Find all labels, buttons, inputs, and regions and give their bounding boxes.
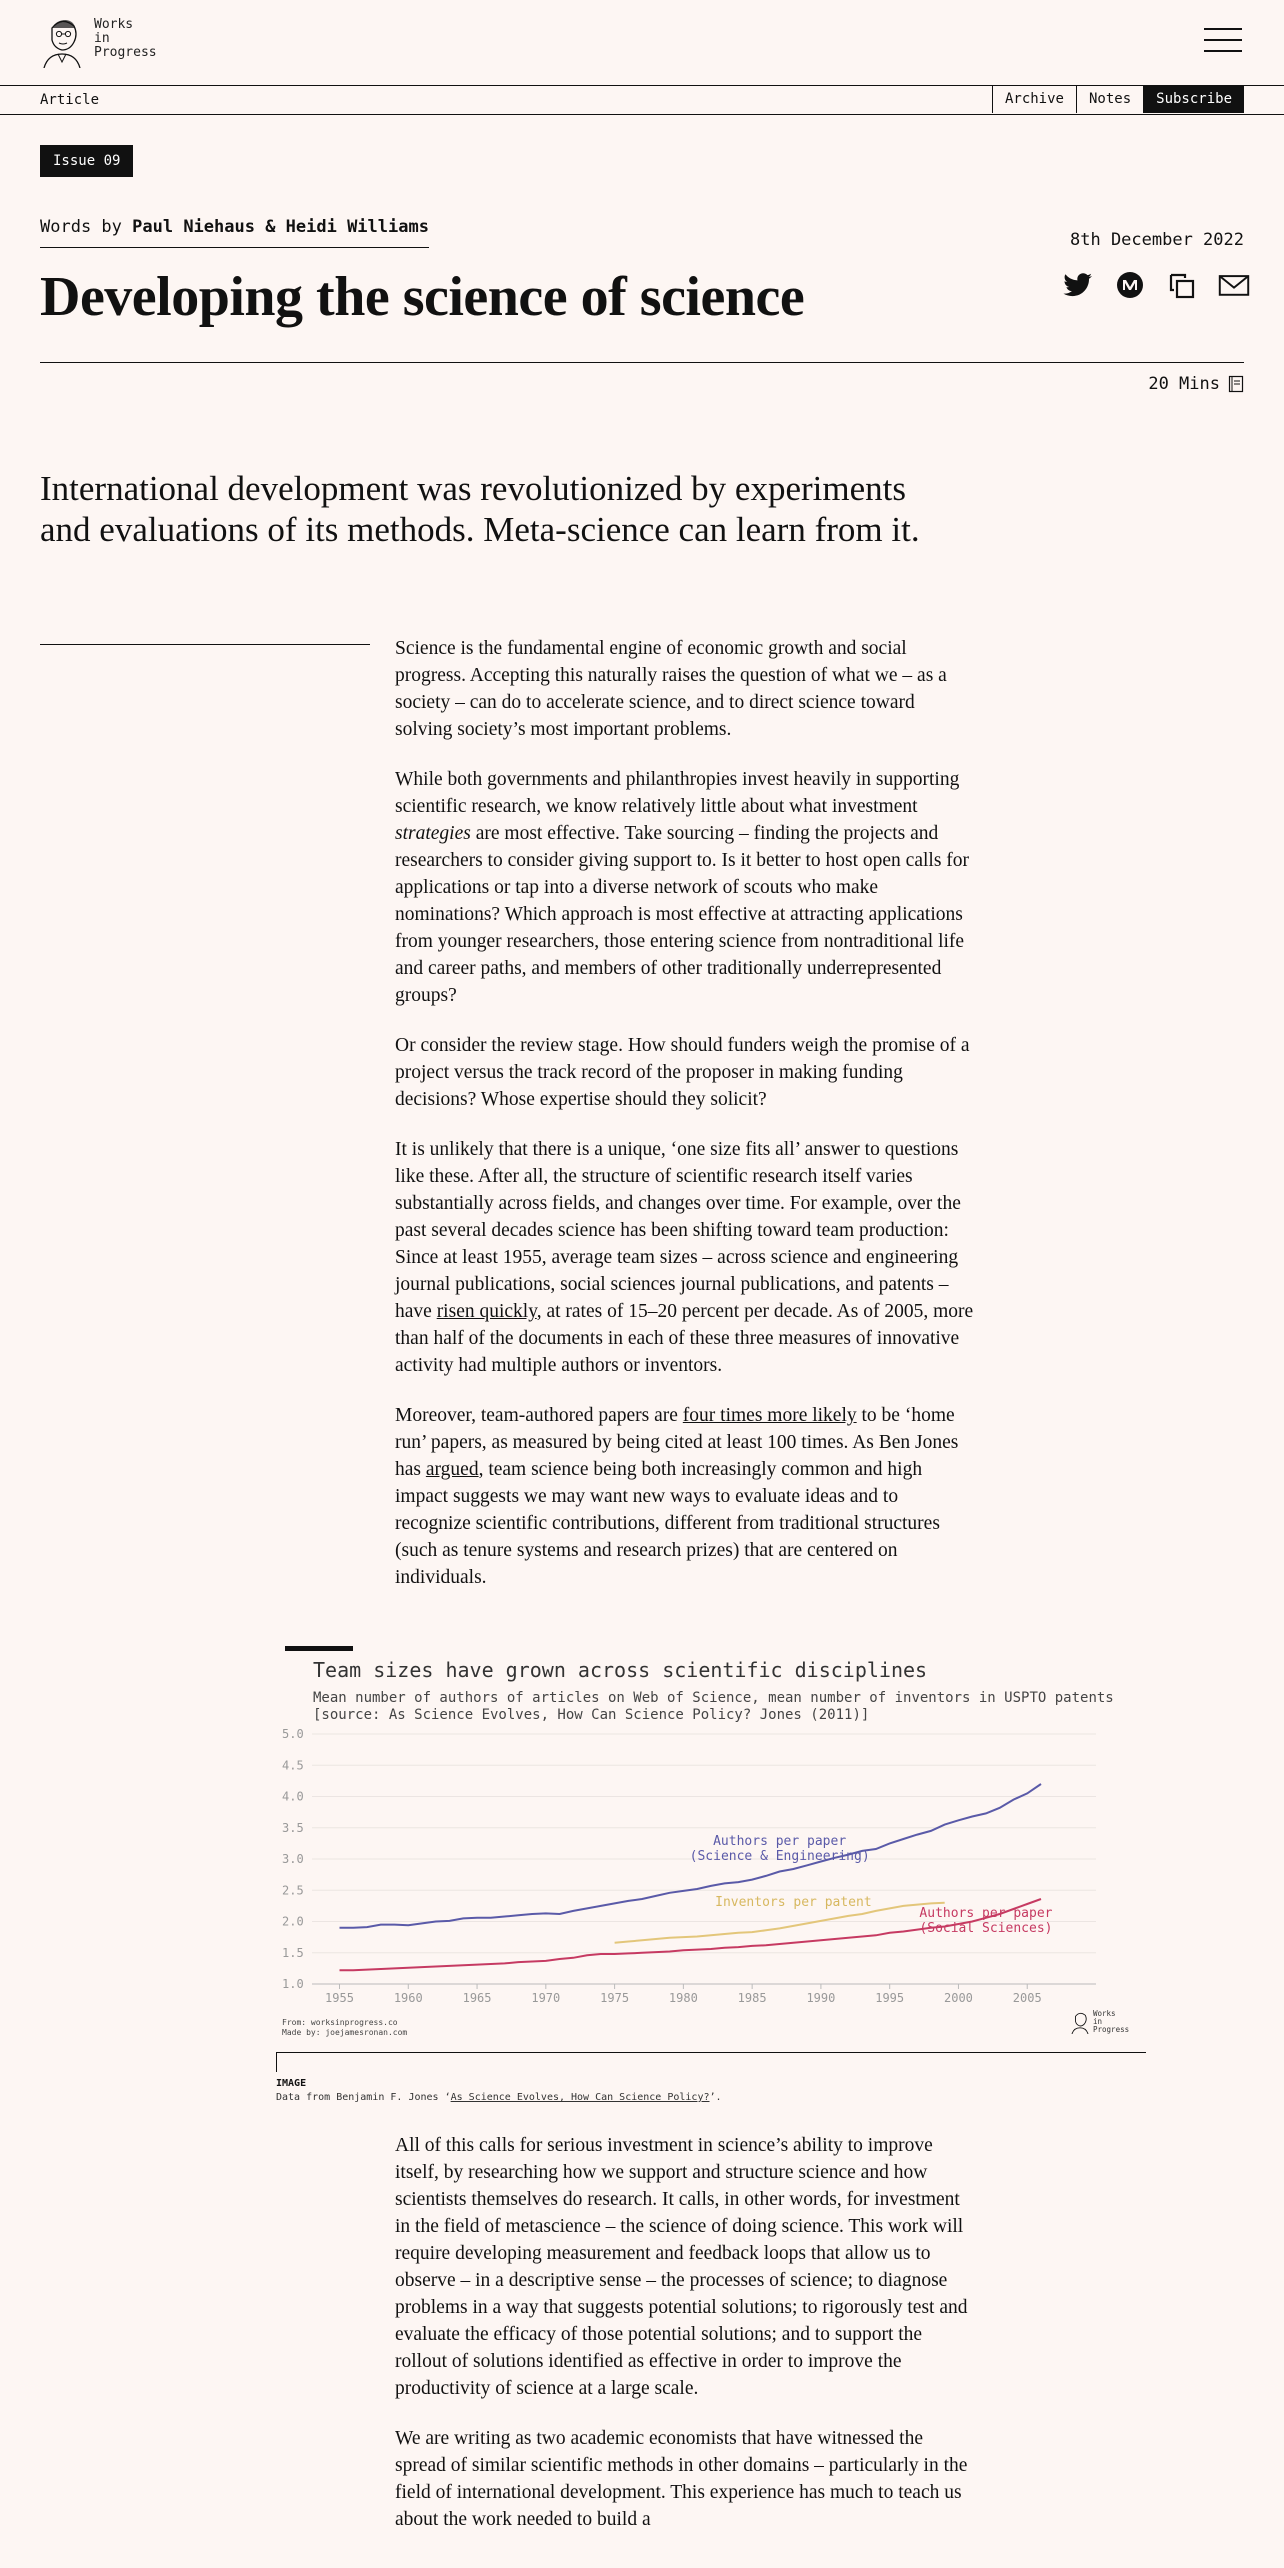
- byline-authors[interactable]: Paul Niehaus & Heidi Williams: [132, 217, 429, 237]
- logo-text: Works in Progress: [94, 17, 157, 60]
- chart-title: Team sizes have grown across scientific disciplines: [313, 1658, 928, 1682]
- hamburger-menu-icon[interactable]: [1204, 28, 1242, 56]
- issue-badge[interactable]: Issue 09: [40, 145, 133, 177]
- read-time-label: 20 Mins: [1148, 374, 1220, 394]
- twitter-icon[interactable]: [1062, 270, 1094, 300]
- share-buttons: [1062, 270, 1250, 300]
- y-tick-label: 4.0: [282, 1789, 304, 1804]
- paragraph: Or consider the review stage. How should funders weigh the promise of a project versus the track record of the proposer in making funding decisions? Whose expertise should they solicit?: [395, 1035, 970, 1110]
- nav-link-notes[interactable]: Notes: [1076, 86, 1143, 113]
- four-times-link[interactable]: four times more likely: [682, 1405, 857, 1426]
- x-tick-label: 1990: [806, 1991, 836, 2005]
- x-tick-label: 2000: [944, 1991, 973, 2005]
- chart-logo: Works in Progress: [1070, 2010, 1129, 2034]
- paragraph: It is unlikely that there is a unique, ‘one size fits all’ answer to questions like these. After all, the structure of scientific research itself varies substantially across fields, and changes over time. For example, over the past several decades science has been shifting toward team production: Since at least 1955, average team sizes – across science and engineering journal publications, social sciences journal publications, and patents – have risen quickly, at rates of 15–20 percent per decade. As of 2005, more than half of the documents in each of these three measures of innovative activity had multiple authors or inventors.: [395, 1139, 974, 1376]
- series-annotation: (Science & Engineering): [689, 1849, 870, 1864]
- byline: [40, 217, 429, 248]
- site-logo[interactable]: [40, 14, 157, 68]
- publish-date: 8th December 2022: [1070, 230, 1244, 250]
- y-tick-label: 2.0: [282, 1914, 304, 1929]
- read-time: [1148, 374, 1244, 394]
- standfirst: International development was revolutionized by experiments and evaluations of its methods. Meta-science can learn from it.: [40, 469, 920, 549]
- x-tick-label: 1960: [393, 1991, 423, 2005]
- series-annotation: (Social Sciences): [919, 1920, 1053, 1936]
- y-tick-label: 4.5: [282, 1758, 304, 1773]
- book-icon: [1228, 375, 1244, 393]
- nav-link-archive[interactable]: Archive: [992, 86, 1076, 113]
- x-tick-label: 2005: [1012, 1991, 1042, 2005]
- caption-label: IMAGE: [276, 2078, 307, 2089]
- paragraph: All of this calls for serious investment in science’s ability to improve itself, by researching how we support and structure science and how scientists themselves do research. It calls, in other words, for investment in the field of metascience – the science of doing science. This work will require developing measurement and feedback loops that allow us to observe – in a descriptive sense – the processes of science; to diagnose problems in a way that suggests potential solutions; to rigorously test and evaluate the efficacy of those potential solutions; and to support the rollout of solutions identified as effective in order to improve the productivity of science at a large scale.: [395, 2135, 968, 2399]
- series-annotation: Authors per paper: [713, 1834, 847, 1849]
- article-title: Developing the science of science: [40, 266, 805, 328]
- caption-tick: [276, 2052, 277, 2072]
- section-label: Article: [40, 92, 100, 108]
- logo-portrait-icon: [40, 14, 84, 68]
- caption-divider: [276, 2052, 1146, 2053]
- paragraph: Science is the fundamental engine of economic growth and social progress. Accepting this naturally raises the question of what we – as a society – can do to accelerate science, and to direct science toward solving society’s most important problems.: [395, 638, 947, 740]
- series-annotation: Authors per paper: [919, 1905, 1053, 1921]
- x-tick-label: 1980: [668, 1991, 698, 2005]
- x-tick-label: 1965: [462, 1991, 492, 2005]
- x-tick-label: 1955: [325, 1991, 354, 2005]
- chart-subtitle: Mean number of authors of articles on Web of Science, mean number of inventors in USPTO patents [source: As Science Evolves, How Can Science Policy? Jones (2011)]: [313, 1690, 1114, 1723]
- y-tick-label: 5.0: [282, 1727, 304, 1741]
- y-tick-label: 3.0: [282, 1852, 304, 1866]
- x-tick-label: 1995: [875, 1991, 905, 2005]
- paragraph: We are writing as two academic economists that have witnessed the spread of similar scientific methods in other domains – particularly in the field of international development. This experience has much to teach us about the work needed to build a: [395, 2428, 968, 2530]
- y-tick-label: 1.5: [282, 1945, 304, 1960]
- section-nav: [0, 85, 1284, 115]
- chart-background: [276, 1724, 1146, 2014]
- risen-quickly-link[interactable]: risen quickly: [436, 1301, 537, 1322]
- subscribe-button[interactable]: Subscribe: [1143, 86, 1244, 113]
- x-tick-label: 1985: [737, 1991, 767, 2005]
- paragraph: Moreover, team-authored papers are four times more likely to be ‘home run’ papers, as measured by being cited at least 100 times. As Ben Jones has argued, team science being both increasingly common and high impact suggests we may want new ways to evaluate ideas and to recognize scientific contributions, different from traditional structures (such as tenure systems and research prizes) that are centered on individuals.: [395, 1405, 959, 1588]
- side-divider: [40, 644, 370, 645]
- title-divider: [40, 362, 1244, 363]
- byline-prefix: Words by: [40, 217, 122, 237]
- paragraph: While both governments and philanthropies invest heavily in supporting scientific research, we know relatively little about what investment strategies are most effective. Take sourcing – finding the projects and researchers to consider giving support to. Is it better to host open calls for applications or tap into a diverse network of scouts who make nominations? Which approach is most effective at attracting applications from younger researchers, those entering science from nontraditional life and career paths, and members of other traditionally underrepresented groups?: [395, 769, 970, 1006]
- series-annotation: Inventors per patent: [715, 1894, 872, 1910]
- nav-links: [992, 86, 1244, 113]
- figure-accent-bar: [285, 1646, 353, 1651]
- article-body-bottom: [395, 2132, 975, 2556]
- source-paper-link[interactable]: As Science Evolves, How Can Science Policy?: [450, 2092, 710, 2103]
- site-header: [0, 0, 1284, 85]
- article-body-top: [395, 635, 975, 1614]
- logo-portrait-icon: [1070, 2010, 1090, 2034]
- y-tick-label: 2.5: [282, 1883, 304, 1898]
- chart-credits: From: worksinprogress.co Made by: joejamesronan.com: [282, 2018, 408, 2037]
- medium-icon[interactable]: [1114, 270, 1146, 300]
- y-tick-label: 1.0: [282, 1977, 304, 1991]
- email-icon[interactable]: [1218, 270, 1250, 300]
- figure-caption: Data from Benjamin F. Jones ‘As Science Evolves, How Can Science Policy?’.: [276, 2092, 722, 2103]
- argued-link[interactable]: argued: [425, 1459, 479, 1480]
- x-tick-label: 1970: [531, 1991, 561, 2005]
- line-chart: [276, 1724, 1146, 2014]
- copy-link-icon[interactable]: [1166, 270, 1198, 300]
- y-tick-label: 3.5: [282, 1820, 304, 1835]
- x-tick-label: 1975: [600, 1991, 630, 2005]
- chart-figure: [276, 1638, 1146, 2068]
